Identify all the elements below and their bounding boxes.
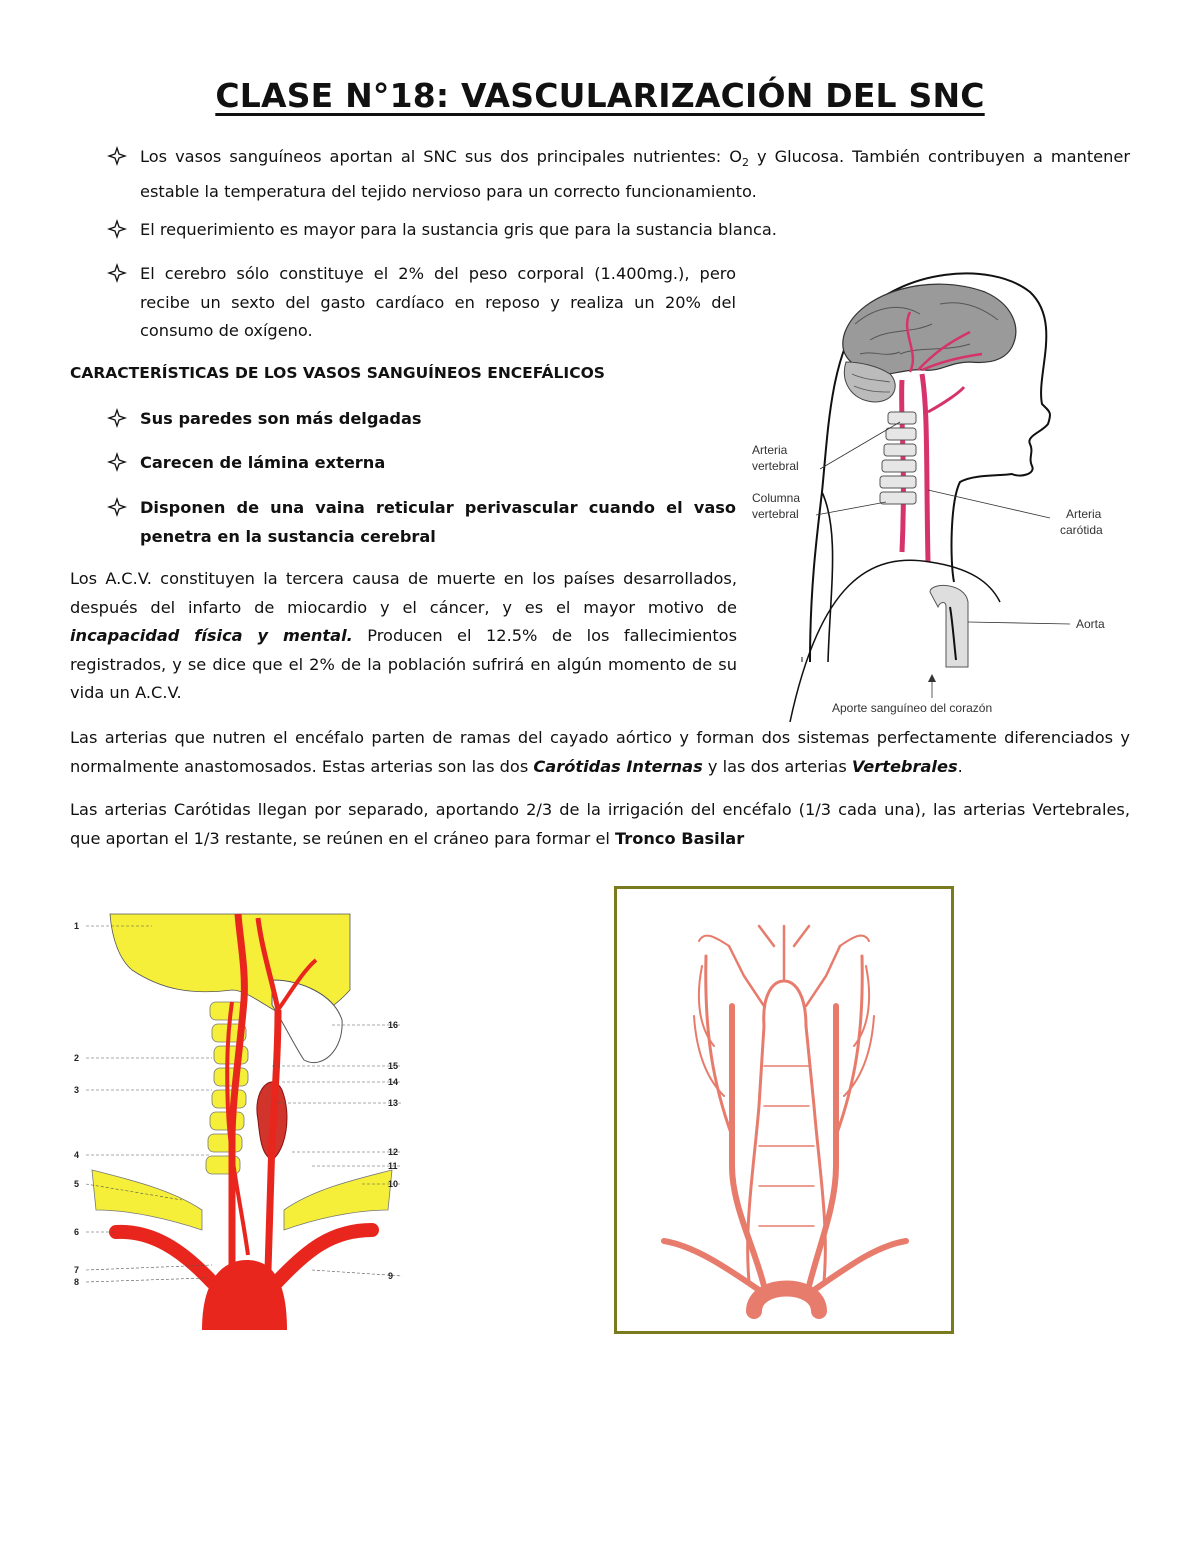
section-heading: CARACTERÍSTICAS DE LOS VASOS SANGUÍNEOS ENCEFÁLICOS [70,364,605,382]
intro-bullet-2-text: El requerimiento es mayor para la sustancia gris que para la sustancia blanca. [140,220,777,239]
label-vertebral-column-2: vertebral [752,507,799,521]
label-carotid-artery-2: carótida [1060,523,1103,537]
neck-num-2: 2 [74,1053,80,1063]
diamond-bullet-icon [106,407,128,429]
vertebrals-emphasis: Vertebrales [851,756,958,776]
arteries-paragraph [70,724,1130,781]
acv-paragraph [70,565,737,708]
neck-num-12: 12 [388,1147,399,1157]
head-vascular-figure [750,262,1130,722]
internal-carotids-emphasis: Carótidas Internas [533,756,703,776]
arterial-tree-figure [614,886,954,1334]
arteries-text-2: y las dos arterias [702,756,852,776]
neck-num-14: 14 [388,1077,399,1087]
arterial-tree-illustration [614,886,954,1334]
label-heart-supply: Aporte sanguíneo del corazón [832,701,993,715]
neck-arteries-illustration [72,910,412,1330]
neck-num-1: 1 [74,921,80,931]
label-aorta: Aorta [1076,617,1105,631]
neck-num-3: 3 [74,1085,80,1095]
neck-num-13: 13 [388,1098,399,1108]
intro-bullet-1-text-cont: y Glucosa. También contribuyen a mantener estable la temperatura del tejido nervioso para un correcto funcionamiento. [140,147,1130,201]
neck-num-6: 6 [74,1227,80,1237]
arteries-text-1: Las arterias que nutren el encéfalo parten de ramas del cayado aórtico y forman dos sistemas perfectamente diferenciados y normalmente anastomosados. Estas arterias son las dos [70,728,1130,776]
carotid-paragraph [70,796,1130,853]
diamond-bullet-icon [106,145,128,167]
acv-emphasis: incapacidad física y mental. [70,626,353,645]
arteries-text-3: . [957,756,963,776]
intro-bullet-3-text: El cerebro sólo constituye el 2% del peso corporal (1.400mg.), pero recibe un sexto del gasto cardíaco en reposo y realiza un 20% del consumo de oxígeno. [140,264,736,340]
intro-bullet-1-text: Los vasos sanguíneos aportan al SNC sus dos principales nutrientes: O [140,147,742,166]
neck-num-16: 16 [388,1020,399,1030]
diamond-bullet-icon [106,262,128,284]
neck-num-15: 15 [388,1061,399,1071]
oxygen-subscript: 2 [742,156,749,170]
neck-num-10: 10 [388,1179,399,1189]
basilar-trunk-emphasis: Tronco Basilar [615,828,745,848]
head-profile-illustration [750,262,1130,722]
neck-arteries-figure [72,910,412,1330]
carotid-text-1: Las arterias Carótidas llegan por separado, aportando 2/3 de la irrigación del encéfalo (1/3 cada una), las arterias Vertebrales, que aportan el 1/3 restante, se reúnen en el cráneo para formar el [70,800,1130,848]
neck-num-5: 5 [74,1179,80,1189]
page-title: CLASE N°18: VASCULARIZACIÓN DEL SNC [215,76,985,115]
feature-bullet-3-text: Disponen de una vaina reticular perivascular cuando el vaso penetra en la sustancia cerebral [140,498,736,546]
neck-num-11: 11 [388,1161,398,1171]
label-vertebral-artery-2: vertebral [752,459,799,473]
feature-bullet-2-text: Carecen de lámina externa [140,453,386,472]
label-vertebral-column-1: Columna [752,491,801,505]
neck-num-7: 7 [74,1265,80,1275]
label-carotid-artery-1: Arteria [1066,507,1102,521]
acv-text-2: Producen el 12.5% de los fallecimientos registrados, y se dice que el 2% de la población sufrirá en algún momento de su vida un A.C.V. [70,626,738,702]
diamond-bullet-icon [106,451,128,473]
neck-num-9: 9 [388,1271,394,1281]
diamond-bullet-icon [106,218,128,240]
neck-num-4: 4 [74,1150,80,1160]
neck-num-8: 8 [74,1277,80,1287]
feature-bullet-1-text: Sus paredes son más delgadas [140,409,422,428]
acv-text-1: Los A.C.V. constituyen la tercera causa de muerte en los países desarrollados, después del infarto de miocardio y el cáncer, y es el mayor motivo de [70,569,737,617]
diamond-bullet-icon [106,496,128,518]
label-vertebral-artery-1: Arteria [752,443,788,457]
